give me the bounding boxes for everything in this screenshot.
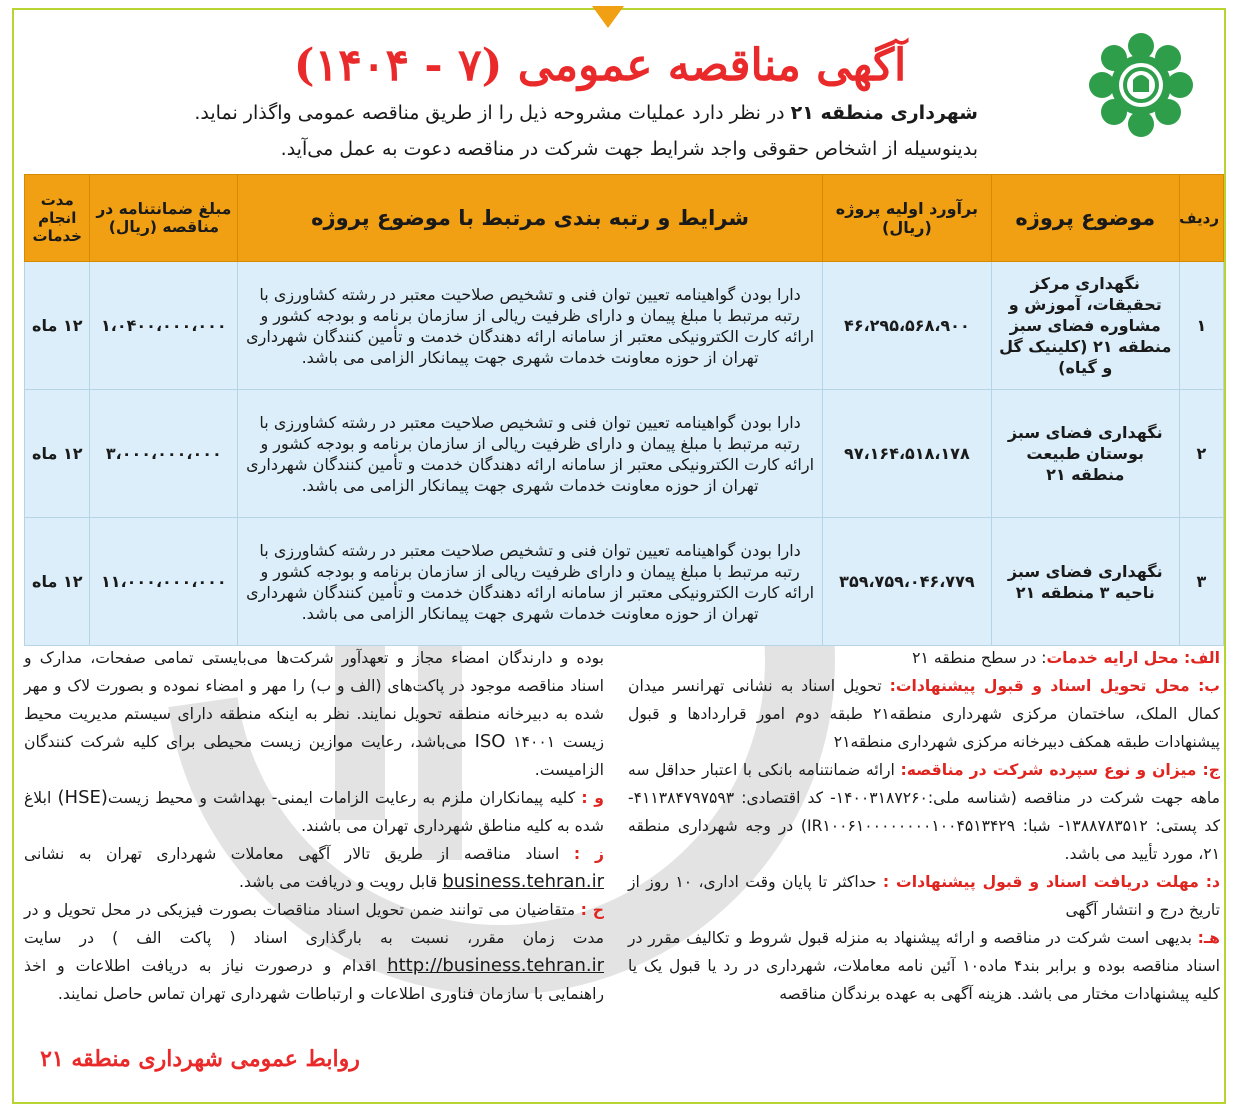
clause-d-label: د: مهلت دریافت اسناد و قبول پیشنهادات : bbox=[882, 873, 1221, 891]
row-estimate: ۳۵۹،۷۵۹،۰۴۶،۷۷۹ bbox=[822, 518, 991, 646]
clause-z bbox=[24, 840, 604, 896]
clause-d-text: حداکثر تا پایان وقت اداری، ۱۰ روز از تاریخ درج و انتشار آگهی bbox=[628, 873, 1220, 919]
clause-continuation bbox=[24, 644, 604, 784]
clause-z-text-2: قابل رویت و دریافت می باشد. bbox=[238, 873, 443, 891]
conditions-right-column bbox=[628, 644, 1220, 1008]
clause-h-text: متقاضیان می توانند ضمن تحویل اسناد مناقصات بصورت فیزیکی در محل تحویل و در مدت زمان مقرر، نسبت به بارگذاری اسناد ( پاکت الف ) در سایت bbox=[24, 901, 604, 947]
row-subject: نگهداری فضای سبز ناحیه ۳ منطقه ۲۱ bbox=[991, 518, 1179, 646]
row-duration: ۱۲ ماه bbox=[25, 390, 90, 518]
row-estimate: ۹۷،۱۶۴،۵۱۸،۱۷۸ bbox=[822, 390, 991, 518]
clause-e-label: هـ: bbox=[1197, 929, 1220, 947]
row-guarantee: ۳،۰۰۰،۰۰۰،۰۰۰ bbox=[90, 390, 238, 518]
clause-h-text-2: اقدام و درصورت نیاز به دریافت اطلاعات و اخذ راهنمایی با سازمان فناوری اطلاعات و ارتباطات شهرداری تهران تماس حاصل نمایند. bbox=[24, 957, 604, 1003]
header-row-number: ردیف bbox=[1179, 175, 1223, 262]
clause-h-label: ح : bbox=[580, 901, 605, 919]
intro-bold: شهرداری منطقه ۲۱ bbox=[790, 102, 978, 124]
clause-e-text: بدیهی است شرکت در مناقصه و ارائه پیشنهاد به منزله قبول شروط و تکالیف مقرر در اسناد مناقصه بوده و برابر بند۴ ماده۱۰ آئین نامه معاملات، شهرداری در رد یا قبول یک یا کلیه پیشنهادات مختار می باشد. هزینه آگهی به عهده برندگان مناقصه bbox=[628, 929, 1220, 1003]
intro-rest: در نظر دارد عملیات مشروحه ذیل را از طریق مناقصه عمومی واگذار نماید. bbox=[194, 102, 791, 124]
business-url-link[interactable]: http://business.tehran.ir bbox=[387, 955, 604, 976]
clause-b-label: ب: محل تحویل اسناد و قبول پیشنهادات: bbox=[889, 677, 1220, 695]
table-row bbox=[25, 262, 1224, 390]
clause-b bbox=[628, 672, 1220, 756]
page-title bbox=[250, 36, 950, 96]
clause-w-text-b: ابلاغ شده به کلیه مناطق شهرداری تهران می باشند. bbox=[24, 789, 604, 835]
row-estimate: ۴۶،۲۹۵،۵۶۸،۹۰۰ bbox=[822, 262, 991, 390]
clause-c-text: ارائه ضمانتنامه بانکی با اعتبار حداقل سه ماهه جهت شرکت در مناقصه (شناسه ملی:۱۴۰۰۳۱۸۷۲۶۰- کد اقتصادی: ۴۱۱۳۸۴۷۹۷۵۹۳- کد پستی: ۱۳۸۸۷۸۳۵۱۲- شبا: IR۱۰۰۶۱۰۰۰۰۰۰۰۰۱۰۰۴۵۱۳۴۲۹) در وجه شهرداری منطقه ۲۱، مورد تأیید می باشد. bbox=[628, 761, 1220, 863]
clause-c bbox=[628, 756, 1220, 868]
table-row bbox=[25, 390, 1224, 518]
table-row bbox=[25, 518, 1224, 646]
hse-label: (HSE) bbox=[57, 787, 108, 808]
title-text: آگهی مناقصه عمومی bbox=[517, 40, 907, 91]
clause-e bbox=[628, 924, 1220, 1008]
continuation-text-a: بوده و دارندگان امضاء مجاز و تعهدآور شرکت‌ها می‌بایستی تمامی صفحات، مدارک و اسناد مناقصه موجود در پاکت‌های (الف و ب) را مهر و امضاء نموده و بصورت لاک و مهر شده به دبیرخانه منطقه تحویل نمایند. نظر به اینکه منطقه دارای سیستم مدیریت محیط زیست ۱۴۰۰۱ bbox=[24, 649, 605, 751]
clause-c-label: ج: میزان و نوع سپرده شرکت در مناقصه: bbox=[900, 761, 1220, 779]
clause-a bbox=[628, 644, 1220, 672]
row-conditions: دارا بودن گواهینامه تعیین توان فنی و تشخیص صلاحیت معتبر در رشته کشاورزی با رتبه مرتبط با مبلغ پیمان و دارای ظرفیت ریالی از سازمان برنامه و بودجه کشور و ارائه کارت الکترونیکی معتبر از سامانه ارائه دهندگان خدمت و تأمین کنندگان شهرداری تهران از حوزه معاونت خدمات شهری جهت پیمانکار الزامی می باشد. bbox=[238, 390, 823, 518]
iso-label: ISO bbox=[474, 731, 506, 752]
tender-table bbox=[24, 174, 1224, 646]
row-conditions: دارا بودن گواهینامه تعیین توان فنی و تشخیص صلاحیت معتبر در رشته کشاورزی با رتبه مرتبط با مبلغ پیمان و دارای ظرفیت ریالی از سازمان برنامه و بودجه کشور و ارائه کارت الکترونیکی معتبر از سامانه ارائه دهندگان خدمت و تأمین کنندگان شهرداری تهران از حوزه معاونت خدمات شهری جهت پیمانکار الزامی می باشد. bbox=[238, 518, 823, 646]
row-subject: نگهداری مرکز تحقیقات، آموزش و مشاوره فضای سبز منطقه ۲۱ (کلینیک گل و گیاه) bbox=[991, 262, 1179, 390]
row-conditions: دارا بودن گواهینامه تعیین توان فنی و تشخیص صلاحیت معتبر در رشته کشاورزی با رتبه مرتبط با مبلغ پیمان و دارای ظرفیت ریالی از سازمان برنامه و بودجه کشور و ارائه کارت الکترونیکی معتبر از سامانه ارائه دهندگان خدمت و تأمین کنندگان شهرداری تهران از حوزه معاونت خدمات شهری جهت پیمانکار الزامی می باشد. bbox=[238, 262, 823, 390]
clause-w bbox=[24, 784, 604, 840]
top-pointer-marker bbox=[592, 6, 624, 28]
row-index: ۳ bbox=[1179, 518, 1223, 646]
row-guarantee: ۱۱،۰۰۰،۰۰۰،۰۰۰ bbox=[90, 518, 238, 646]
row-index: ۱ bbox=[1179, 262, 1223, 390]
header-estimate: برآورد اولیه پروژه (ریال) bbox=[822, 175, 991, 262]
clause-b-text: تحویل اسناد به نشانی تهرانسر میدان کمال الملک، ساختمان مرکزی شهرداری منطقه۲۱ طبقه دوم امور قراردادها و قبول پیشنهادات طبقه همکف دبیرخانه مرکزی شهرداری منطقه۲۱ bbox=[628, 677, 1220, 751]
tehran-municipality-logo-icon bbox=[1086, 30, 1196, 140]
header-guarantee: مبلغ ضمانتنامه در مناقصه (ریال) bbox=[90, 175, 238, 262]
continuation-text-b: می‌باشد، رعایت موازین زیست محیطی برای کلیه شرکت کنندگان الزامیست. bbox=[24, 733, 604, 779]
clause-a-label: الف: محل ارایه خدمات bbox=[1046, 649, 1220, 667]
row-guarantee: ۱،۰۴۰۰،۰۰۰،۰۰۰ bbox=[90, 262, 238, 390]
clause-a-text: : در سطح منطقه ۲۱ bbox=[912, 649, 1047, 667]
header-subject: موضوع پروژه bbox=[991, 175, 1179, 262]
clause-h bbox=[24, 896, 604, 1008]
title-number: (۷ - ۱۴۰۴) bbox=[293, 40, 503, 91]
row-duration: ۱۲ ماه bbox=[25, 262, 90, 390]
public-relations-signature: روابط عمومی شهرداری منطقه ۲۱ bbox=[40, 1046, 360, 1072]
clause-z-text: اسناد مناقصه از طریق تالار آگهی معاملات شهرداری تهران به نشانی bbox=[24, 845, 574, 863]
clause-w-text-a: کلیه پیمانکاران ملزم به رعایت الزامات ایمنی- بهداشت و محیط زیست bbox=[107, 789, 582, 807]
row-index: ۲ bbox=[1179, 390, 1223, 518]
row-subject: نگهداری فضای سبز بوستان طبیعت منطقه ۲۱ bbox=[991, 390, 1179, 518]
header-conditions: شرایط و رتبه بندی مرتبط با موضوع پروژه bbox=[238, 175, 823, 262]
clause-d bbox=[628, 868, 1220, 924]
business-link[interactable]: business.tehran.ir bbox=[442, 871, 604, 892]
row-duration: ۱۲ ماه bbox=[25, 518, 90, 646]
clause-w-label: و : bbox=[581, 789, 605, 807]
intro-line-1 bbox=[194, 102, 978, 124]
header-duration: مدت انجام خدمات bbox=[25, 175, 90, 262]
clause-z-label: ز : bbox=[573, 845, 604, 863]
intro-line-2: بدینوسیله از اشخاص حقوقی واجد شرایط جهت شرکت در مناقصه دعوت به عمل می‌آید. bbox=[280, 138, 978, 160]
conditions-left-column bbox=[24, 644, 604, 1008]
